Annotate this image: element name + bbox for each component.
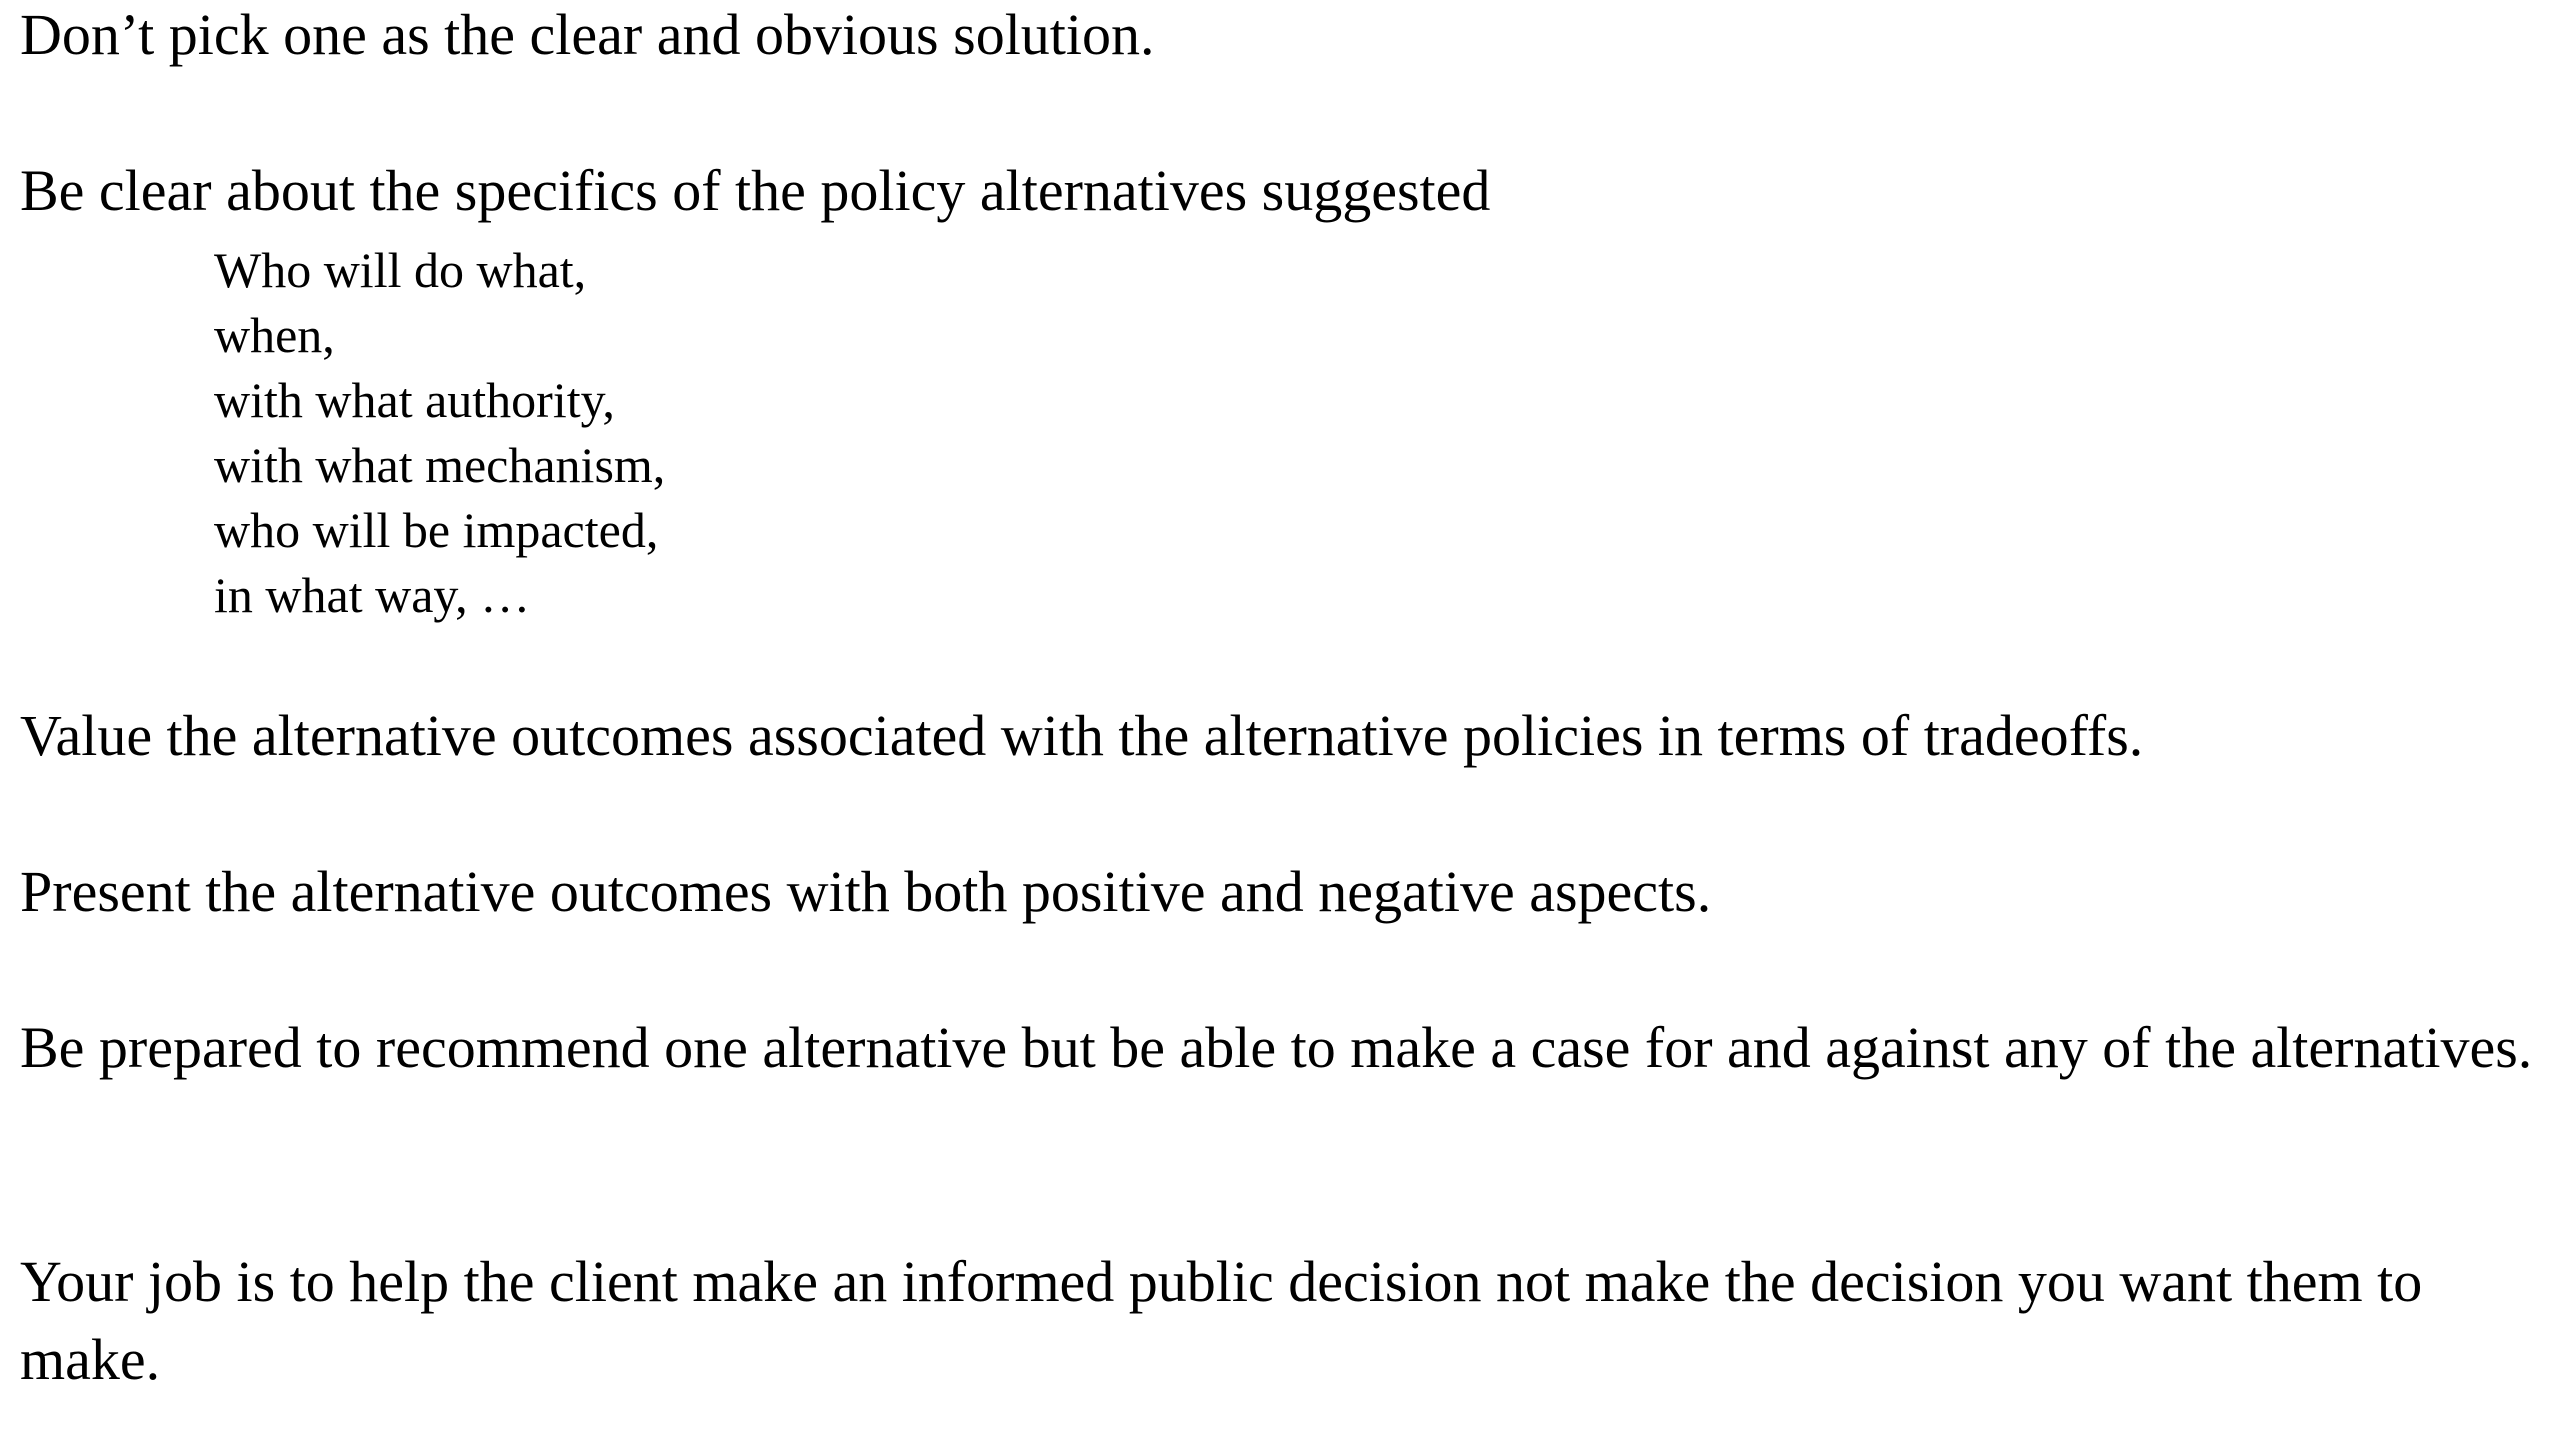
specifics-item-impacted: who will be impacted, xyxy=(214,502,659,558)
paragraph-be-clear-specifics: Be clear about the specifics of the policy alternatives suggested xyxy=(20,158,1491,223)
specifics-item-who: Who will do what, xyxy=(214,242,587,298)
paragraph-your-job: Your job is to help the client make an informed public decision not make the decision you want them to make. xyxy=(20,1249,2423,1392)
specifics-item-authority: with what authority, xyxy=(214,372,615,428)
specifics-item-when: when, xyxy=(214,307,335,363)
paragraph-be-prepared: Be prepared to recommend one alternative but be able to make a case for and against any of the alternatives. xyxy=(20,1015,2533,1080)
paragraph-value-outcomes: Value the alternative outcomes associated with the alternative policies in terms of tradeoffs. xyxy=(20,703,2144,768)
paragraph-dont-pick-one: Don’t pick one as the clear and obvious solution. xyxy=(20,2,1155,67)
paragraph-present-outcomes: Present the alternative outcomes with both positive and negative aspects. xyxy=(20,859,1712,924)
specifics-item-what-way: in what way, … xyxy=(214,567,531,623)
specifics-item-mechanism: with what mechanism, xyxy=(214,437,666,493)
